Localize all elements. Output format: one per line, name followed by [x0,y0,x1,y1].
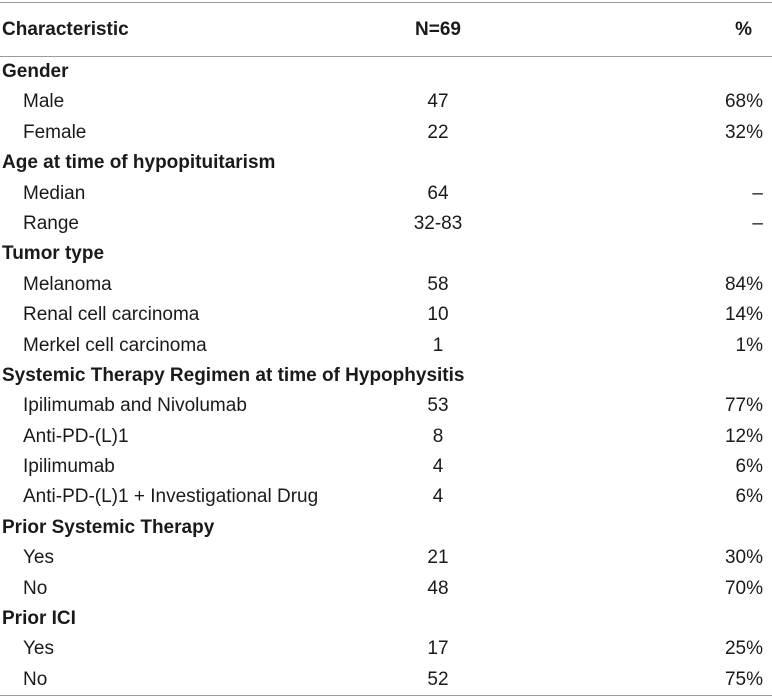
row-percent-value: 68% [724,91,763,113]
row-label: Range [23,212,79,234]
row-percent-value: 12% [724,425,763,447]
table-row [0,665,772,695]
table-row [0,634,772,664]
row-percent-value: – [752,212,763,234]
row-n-value: 17 [427,638,449,660]
row-label: Yes [23,638,54,660]
row-label: Male [23,91,65,113]
section-row [0,361,772,391]
row-percent-value: 6% [735,486,763,508]
section-title: Gender [2,61,69,82]
row-n-value: 22 [427,121,449,143]
row-n-value: 53 [427,395,449,417]
row-n-value: 21 [427,547,449,569]
header-characteristic: Characteristic [2,19,129,40]
row-percent-value: 75% [724,668,763,690]
row-percent-value: 77% [724,395,763,417]
section-row [0,513,772,543]
row-label: Yes [23,547,54,569]
section-title: Systemic Therapy Regimen at time of Hypophysitis [2,364,465,386]
section-row [0,604,772,634]
header-n: N=69 [415,19,461,40]
row-label: No [23,577,48,599]
section-row [0,239,772,269]
row-label: Ipilimumab [23,456,115,478]
row-percent-value: 32% [724,121,763,143]
row-label: Anti-PD-(L)1 [23,425,129,447]
table-row [0,331,772,361]
table-row [0,118,772,148]
table-row [0,179,772,209]
row-label: Anti-PD-(L)1 + Investigational Drug [23,486,319,508]
row-n-value: 32-83 [413,212,463,234]
row-n-value: 47 [427,91,449,113]
row-percent-value: 25% [724,638,763,660]
section-title: Age at time of hypopituitarism [2,152,276,174]
row-percent-value: 30% [724,547,763,569]
row-label: Renal cell carcinoma [23,304,200,326]
section-title: Tumor type [2,243,105,265]
row-n-value: 58 [427,273,449,295]
row-percent-value: 6% [735,456,763,478]
table-row [0,482,772,512]
row-percent-value: – [752,182,763,204]
row-label: Merkel cell carcinoma [23,334,207,356]
table-header-row [0,3,772,57]
table-body [0,57,772,695]
table-row [0,270,772,300]
row-percent-value: 84% [724,273,763,295]
row-percent-value: 70% [724,577,763,599]
table-row [0,422,772,452]
table-row [0,300,772,330]
row-n-value: 48 [427,577,449,599]
row-label: Female [23,121,87,143]
row-n-value: 10 [427,304,449,326]
characteristics-table [0,2,772,696]
section-title: Prior Systemic Therapy [2,516,215,538]
row-n-value: 1 [432,334,444,356]
row-n-value: 64 [427,182,449,204]
row-label: No [23,668,48,690]
section-title: Prior ICI [2,608,76,630]
row-label: Melanoma [23,273,112,295]
row-n-value: 4 [432,456,444,478]
section-row [0,57,772,87]
table-row [0,87,772,117]
section-row [0,148,772,178]
row-n-value: 52 [427,668,449,690]
table-row [0,574,772,604]
table-row [0,452,772,482]
row-percent-value: 14% [724,304,763,326]
row-n-value: 4 [432,486,444,508]
row-n-value: 8 [432,425,444,447]
table-row [0,391,772,421]
table-row [0,543,772,573]
row-label: Median [23,182,86,204]
header-percent: % [735,19,752,40]
row-label: Ipilimumab and Nivolumab [23,395,247,417]
table-row [0,209,772,239]
row-percent-value: 1% [735,334,763,356]
